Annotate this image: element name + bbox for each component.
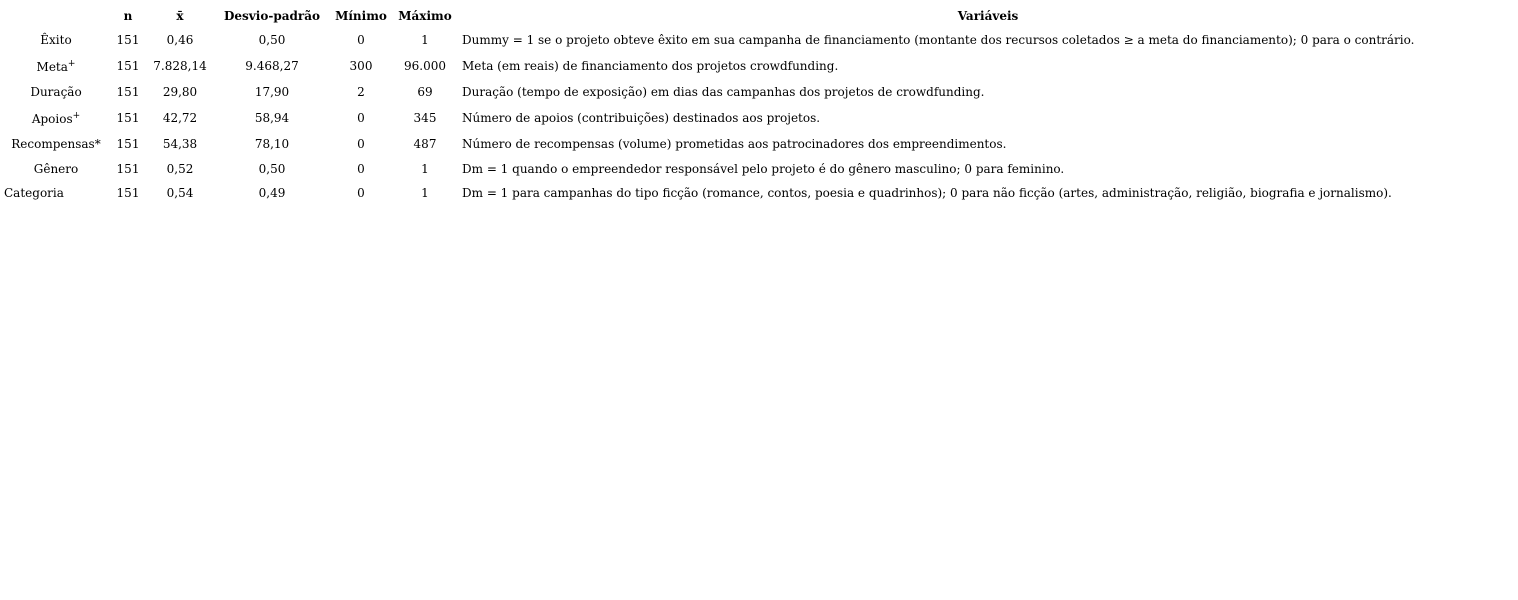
cell-sd: 0,50 bbox=[258, 33, 286, 47]
cell-description: Meta (em reais) de financiamento dos projetos crowdfunding. bbox=[462, 59, 839, 73]
variable-name: Êxito bbox=[40, 33, 72, 47]
cell-min: 0 bbox=[357, 137, 365, 151]
table-row bbox=[2, 27, 1518, 53]
cell-max: 345 bbox=[413, 111, 437, 125]
variable-label bbox=[2, 181, 110, 205]
cell-max: 69 bbox=[417, 85, 433, 99]
cell-description: Dummy = 1 se o projeto obteve êxito em sua campanha de financiamento (montante dos recursos coletados ≥ a meta do financiamento); 0 para o contrário. bbox=[462, 33, 1415, 47]
cell-n: 151 bbox=[116, 33, 140, 47]
cell-max: 96.000 bbox=[404, 59, 446, 73]
header-description: Variáveis bbox=[957, 9, 1019, 23]
cell-sd: 58,94 bbox=[254, 111, 290, 125]
cell-description: Dm = 1 para campanhas do tipo ficção (romance, contos, poesia e quadrinhos); 0 para não ficção (artes, administração, religião, biografia e jornalismo). bbox=[462, 186, 1392, 200]
cell-max: 487 bbox=[413, 137, 437, 151]
variable-superscript: + bbox=[67, 58, 76, 69]
header-variable bbox=[2, 5, 110, 27]
cell-min: 0 bbox=[357, 33, 365, 47]
cell-min: 0 bbox=[357, 162, 365, 176]
table-row bbox=[2, 181, 1518, 205]
cell-mean: 54,38 bbox=[162, 137, 198, 151]
header-mean: x̄ bbox=[176, 9, 184, 23]
cell-mean: 29,80 bbox=[162, 85, 198, 99]
cell-n: 151 bbox=[116, 162, 140, 176]
header-sd: Desvio-padrão bbox=[224, 9, 320, 23]
cell-sd: 17,90 bbox=[254, 85, 290, 99]
variable-name: Duração bbox=[30, 85, 82, 99]
cell-sd: 0,49 bbox=[258, 186, 286, 200]
cell-min: 2 bbox=[357, 85, 365, 99]
cell-description: Número de recompensas (volume) prometidas aos patrocinadores dos empreendimentos. bbox=[462, 137, 1007, 151]
header-row bbox=[2, 5, 1518, 27]
variable-label bbox=[2, 53, 110, 79]
variable-name: Gênero bbox=[33, 162, 79, 176]
cell-n: 151 bbox=[116, 137, 140, 151]
header-max: Máximo bbox=[398, 9, 452, 23]
variable-label bbox=[2, 79, 110, 105]
table-row bbox=[2, 105, 1518, 131]
variable-name: Recompensas* bbox=[11, 137, 101, 151]
cell-max: 1 bbox=[421, 186, 429, 200]
variable-superscript: + bbox=[72, 110, 81, 121]
table-row bbox=[2, 79, 1518, 105]
table-row bbox=[2, 131, 1518, 157]
variable-label bbox=[2, 157, 110, 181]
cell-description: Número de apoios (contribuições) destinados aos projetos. bbox=[462, 111, 821, 125]
variable-label bbox=[2, 27, 110, 53]
cell-mean: 0,54 bbox=[166, 186, 194, 200]
variable-label bbox=[2, 131, 110, 157]
cell-min: 0 bbox=[357, 111, 365, 125]
cell-max: 1 bbox=[421, 33, 429, 47]
header-n: n bbox=[123, 9, 133, 23]
cell-mean: 0,46 bbox=[166, 33, 194, 47]
cell-sd: 0,50 bbox=[258, 162, 286, 176]
header-min: Mínimo bbox=[335, 9, 387, 23]
cell-mean: 0,52 bbox=[166, 162, 194, 176]
cell-min: 0 bbox=[357, 186, 365, 200]
table-row bbox=[2, 157, 1518, 181]
table-row bbox=[2, 53, 1518, 79]
cell-max: 1 bbox=[421, 162, 429, 176]
cell-n: 151 bbox=[116, 59, 140, 73]
cell-sd: 9.468,27 bbox=[245, 59, 299, 73]
variable-label bbox=[2, 105, 110, 131]
variable-name: Meta bbox=[36, 59, 68, 74]
cell-n: 151 bbox=[116, 85, 140, 99]
cell-mean: 7.828,14 bbox=[153, 59, 207, 73]
cell-description: Duração (tempo de exposição) em dias das campanhas dos projetos de crowdfunding. bbox=[462, 85, 985, 99]
cell-description: Dm = 1 quando o empreendedor responsável pelo projeto é do gênero masculino; 0 para feminino. bbox=[462, 162, 1065, 176]
cell-n: 151 bbox=[116, 186, 140, 200]
cell-sd: 78,10 bbox=[254, 137, 290, 151]
cell-min: 300 bbox=[349, 59, 373, 73]
cell-mean: 42,72 bbox=[162, 111, 198, 125]
variable-name: Categoria bbox=[4, 186, 64, 200]
variable-name: Apoios bbox=[31, 111, 73, 126]
descriptive-statistics-table bbox=[2, 5, 1518, 205]
cell-n: 151 bbox=[116, 111, 140, 125]
